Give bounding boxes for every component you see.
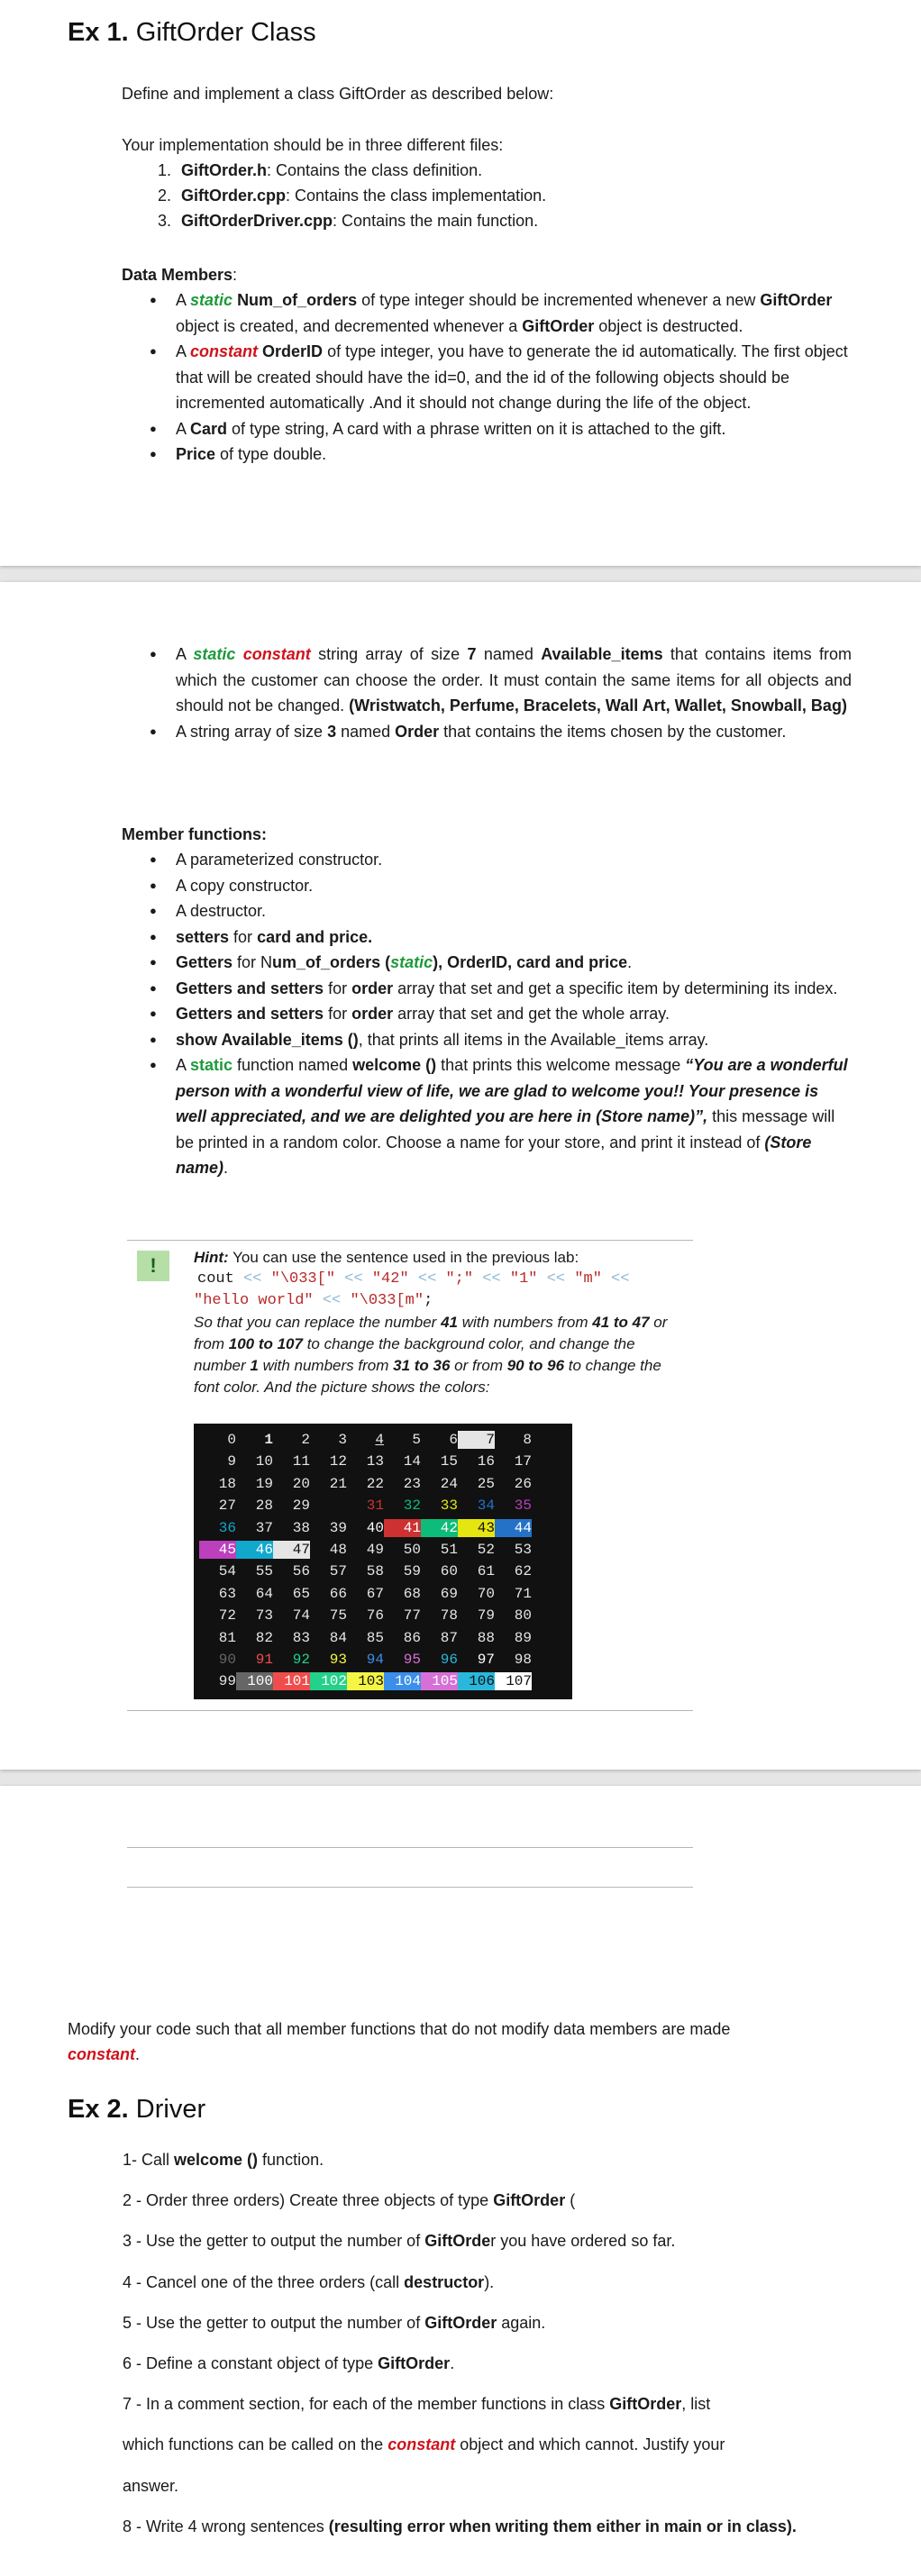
color-code-cell: 65 xyxy=(292,1585,310,1602)
files-list xyxy=(140,158,546,233)
color-code-cell: 99 xyxy=(218,1673,236,1690)
file-item: 1. GiftOrder.h: Contains the class definition. xyxy=(176,158,546,183)
ex1-heading: Ex 1. GiftOrder Class xyxy=(68,18,316,47)
color-code-cell: 16 xyxy=(477,1453,495,1470)
color-code-cell: 56 xyxy=(292,1563,310,1580)
color-table-row xyxy=(199,1519,532,1537)
ex1-intro: Define and implement a class GiftOrder as described below: xyxy=(122,85,554,103)
hint-explanation: So that you can replace the number 41 with numbers from 41 to 47 or from 100 to 107 to change the background color, and change the number 1 with numbers from 31 to 36 or from 90 to 96 to change the font color. And the picture shows the colors: xyxy=(194,1314,668,1396)
blank-rule-1 xyxy=(127,1847,693,1848)
color-code-cell: 102 xyxy=(310,1672,347,1690)
color-table-row xyxy=(199,1607,532,1625)
hint-box xyxy=(194,1247,698,1398)
color-code-cell: 77 xyxy=(403,1607,421,1625)
color-code-cell: 39 xyxy=(329,1519,347,1536)
color-code-cell: 103 xyxy=(347,1672,384,1690)
color-code-cell: 82 xyxy=(255,1629,273,1646)
color-code-cell: 93 xyxy=(329,1652,347,1668)
color-code-cell: 78 xyxy=(440,1607,458,1625)
color-code-cell: 64 xyxy=(255,1585,273,1602)
color-code-cell: 38 xyxy=(292,1519,310,1536)
color-code-cell: 87 xyxy=(440,1629,458,1646)
member-function-item: ● A parameterized constructor. xyxy=(176,847,852,873)
color-code-cell: 24 xyxy=(440,1475,458,1492)
color-code-cell: 8 xyxy=(523,1432,532,1448)
color-code-cell: 9 xyxy=(227,1453,236,1470)
color-code-cell: 46 xyxy=(236,1541,273,1559)
color-code-cell: 66 xyxy=(329,1585,347,1602)
color-code-cell: 25 xyxy=(477,1475,495,1492)
color-code-cell: 105 xyxy=(421,1672,458,1690)
color-code-cell: 89 xyxy=(514,1629,532,1646)
color-code-cell: 4 xyxy=(375,1432,384,1448)
color-code-cell: 23 xyxy=(403,1475,421,1492)
color-code-cell: 83 xyxy=(292,1629,310,1646)
color-code-cell: 81 xyxy=(218,1629,236,1646)
data-member-item: ● A static Num_of_orders of type integer should be incremented whenever a new GiftOrder object is created, and decremented whenever a GiftOrder object is destructed. xyxy=(176,287,852,339)
color-code-cell: 58 xyxy=(366,1563,384,1580)
step-7-continued: which functions can be called on the constant object and which cannot. Justify your xyxy=(123,2435,725,2453)
color-code-cell: 101 xyxy=(273,1672,310,1690)
color-code-cell: 76 xyxy=(366,1607,384,1625)
color-code-cell: 98 xyxy=(514,1652,532,1668)
color-code-table xyxy=(194,1424,572,1699)
ex2-heading: Ex 2. Driver xyxy=(68,2095,206,2124)
data-member-item: ● A static constant string array of size 7 named Available_items that contains items from which the customer can choose the order. It must contain the same items for all objects and should not be changed. (Wristwatch, Perfume, Bracelets, Wall Art, Wallet, Snowball, Bag) xyxy=(176,642,852,719)
color-code-cell: 3 xyxy=(338,1432,347,1448)
color-table-row xyxy=(199,1541,532,1559)
color-code-cell: 72 xyxy=(218,1607,236,1625)
member-function-item: ● A static function named welcome () that prints this welcome message “You are a wonderful person with a wonderful view of life, we are glad to welcome you!! Your presence is well appreciated, and we are delighted you are here in (Store name)”, this message will be printed in a random color. Choose a name for your store, and print it instead of (Store name). xyxy=(176,1052,852,1181)
member-function-item: ● setters for card and price. xyxy=(176,924,852,951)
color-code-cell: 84 xyxy=(329,1629,347,1646)
page-1 xyxy=(0,0,921,566)
color-code-cell: 22 xyxy=(366,1475,384,1492)
color-code-cell: 12 xyxy=(329,1453,347,1470)
color-code-cell: 91 xyxy=(255,1652,273,1668)
hint-top-rule xyxy=(127,1240,693,1241)
color-code-cell: 73 xyxy=(255,1607,273,1625)
color-code-cell: 63 xyxy=(218,1585,236,1602)
step-5: 5 - Use the getter to output the number of GiftOrder again. xyxy=(123,2314,546,2332)
color-code-cell: 32 xyxy=(403,1497,421,1515)
const-note: Modify your code such that all member functions that do not modify data members are made constant. xyxy=(68,2020,731,2063)
color-table-row xyxy=(199,1497,532,1515)
color-table-row xyxy=(199,1629,532,1647)
color-code-cell: 67 xyxy=(366,1585,384,1602)
color-code-cell: 20 xyxy=(292,1475,310,1492)
color-code-cell: 44 xyxy=(495,1519,532,1537)
color-code-cell: 68 xyxy=(403,1585,421,1602)
color-code-cell: 33 xyxy=(440,1497,458,1515)
color-code-cell: 80 xyxy=(514,1607,532,1625)
color-code-cell: 69 xyxy=(440,1585,458,1602)
files-intro: Your implementation should be in three different files: xyxy=(122,136,504,154)
step-7-answer: answer. xyxy=(123,2477,179,2495)
color-code-cell: 54 xyxy=(218,1563,236,1580)
color-table-row xyxy=(199,1651,532,1669)
color-table-row xyxy=(199,1672,532,1690)
color-code-cell: 95 xyxy=(403,1652,421,1668)
color-code-cell: 11 xyxy=(292,1453,310,1470)
data-members-list xyxy=(122,287,852,468)
color-code-cell: 31 xyxy=(366,1497,384,1515)
color-code-cell: 7 xyxy=(458,1431,495,1449)
step-3: 3 - Use the getter to output the number of GiftOrder you have ordered so far. xyxy=(123,2232,676,2250)
member-function-item: ● show Available_items (), that prints all items in the Available_items array. xyxy=(176,1027,852,1053)
color-code-cell: 92 xyxy=(292,1652,310,1668)
color-code-cell: 0 xyxy=(227,1432,236,1448)
color-code-cell: 97 xyxy=(477,1652,495,1668)
color-code-cell: 10 xyxy=(255,1453,273,1470)
color-code-cell: 40 xyxy=(347,1519,384,1537)
step-6: 6 - Define a constant object of type GiftOrder. xyxy=(123,2354,455,2372)
color-code-cell: 71 xyxy=(514,1585,532,1602)
color-code-cell: 57 xyxy=(329,1563,347,1580)
step-7: 7 - In a comment section, for each of the member functions in class GiftOrder, list xyxy=(123,2395,711,2413)
color-code-cell: 62 xyxy=(514,1563,532,1580)
color-code-cell: 79 xyxy=(477,1607,495,1625)
member-functions-list xyxy=(122,847,852,1181)
color-code-cell: 15 xyxy=(440,1453,458,1470)
color-code-cell: 88 xyxy=(477,1629,495,1646)
color-code-cell: 2 xyxy=(301,1432,310,1448)
color-code-cell: 52 xyxy=(477,1542,495,1558)
color-table-row xyxy=(199,1452,532,1470)
data-member-item: ● A constant OrderID of type integer, you have to generate the id automatically. The first object that will be created should have the id=0, and the id of the following objects should be incremented automatically .And it should not change during the life of the object. xyxy=(176,339,852,416)
color-code-cell: 43 xyxy=(458,1519,495,1537)
color-table-row xyxy=(199,1475,532,1493)
color-code-cell: 42 xyxy=(421,1519,458,1537)
color-code-cell: 49 xyxy=(366,1542,384,1558)
color-code-cell: 100 xyxy=(236,1672,273,1690)
color-code-cell: 61 xyxy=(477,1563,495,1580)
color-code-cell: 75 xyxy=(329,1607,347,1625)
color-code-cell: 1 xyxy=(264,1432,273,1448)
hint-code-line-1: cout << "\033[" << "42" << ";" << "1" << "m" << xyxy=(197,1270,630,1288)
file-item: 2. GiftOrder.cpp: Contains the class implementation. xyxy=(176,183,546,208)
color-code-cell: 104 xyxy=(384,1672,421,1690)
color-table-row xyxy=(199,1562,532,1580)
data-member-item: ● A string array of size 3 named Order that contains the items chosen by the customer. xyxy=(176,719,852,745)
color-code-cell: 13 xyxy=(366,1453,384,1470)
data-member-item: ● Price of type double. xyxy=(176,441,852,468)
step-4: 4 - Cancel one of the three orders (call destructor). xyxy=(123,2273,495,2291)
color-code-cell: 19 xyxy=(255,1475,273,1492)
data-members-list-continued xyxy=(122,642,852,744)
color-code-cell: 6 xyxy=(449,1432,458,1448)
data-member-item: ● A Card of type string, A card with a phrase written on it is attached to the gift. xyxy=(176,416,852,442)
color-code-cell: 18 xyxy=(218,1475,236,1492)
data-members-label: Data Members: xyxy=(122,266,238,284)
color-code-cell: 35 xyxy=(514,1497,532,1515)
file-item: 3. GiftOrderDriver.cpp: Contains the main function. xyxy=(176,208,546,233)
color-code-cell: 94 xyxy=(366,1652,384,1668)
member-functions-label: Member functions: xyxy=(122,825,268,843)
color-code-cell: 59 xyxy=(403,1563,421,1580)
color-code-cell: 90 xyxy=(218,1652,236,1668)
color-code-cell: 50 xyxy=(403,1542,421,1558)
member-function-item: ● Getters and setters for order array that set and get a specific item by determining its index. xyxy=(176,976,852,1002)
color-code-cell: 47 xyxy=(273,1541,310,1559)
color-code-cell: 17 xyxy=(514,1453,532,1470)
color-code-cell: 86 xyxy=(403,1629,421,1646)
member-function-item: ● A copy constructor. xyxy=(176,873,852,899)
color-code-cell: 34 xyxy=(477,1497,495,1515)
color-code-cell: 27 xyxy=(218,1497,236,1515)
color-code-cell: 74 xyxy=(292,1607,310,1625)
color-code-cell: 36 xyxy=(218,1519,236,1536)
color-code-cell: 53 xyxy=(514,1542,532,1558)
color-code-cell: 30 xyxy=(329,1497,347,1515)
step-8: 8 - Write 4 wrong sentences (resulting error when writing them either in main or in class). xyxy=(123,2517,797,2535)
hint-exclamation-icon: ! xyxy=(137,1251,169,1281)
color-table-row xyxy=(199,1431,532,1449)
color-code-cell: 41 xyxy=(384,1519,421,1537)
member-function-item: ● Getters for Num_of_orders (static), OrderID, card and price. xyxy=(176,950,852,976)
blank-rule-2 xyxy=(127,1887,693,1888)
color-code-cell: 14 xyxy=(403,1453,421,1470)
step-2: 2 - Order three orders) Create three objects of type GiftOrder ( xyxy=(123,2191,576,2209)
color-code-cell: 55 xyxy=(255,1563,273,1580)
color-code-cell: 37 xyxy=(255,1519,273,1536)
color-code-cell: 106 xyxy=(458,1672,495,1690)
color-code-cell: 45 xyxy=(199,1541,236,1559)
member-function-item: ● A destructor. xyxy=(176,898,852,924)
page-3 xyxy=(0,1786,921,2576)
color-code-cell: 60 xyxy=(440,1563,458,1580)
color-code-cell: 107 xyxy=(495,1672,532,1690)
step-1: 1- Call welcome () function. xyxy=(123,2151,324,2169)
color-code-cell: 5 xyxy=(412,1432,421,1448)
color-code-cell: 29 xyxy=(292,1497,310,1515)
member-function-item: ● Getters and setters for order array that set and get the whole array. xyxy=(176,1001,852,1027)
color-code-cell: 85 xyxy=(366,1629,384,1646)
color-table-row xyxy=(199,1585,532,1603)
color-code-cell: 28 xyxy=(255,1497,273,1515)
color-code-cell: 51 xyxy=(440,1542,458,1558)
color-code-cell: 70 xyxy=(477,1585,495,1602)
hint-code-line-2: "hello world" << "\033[m"; xyxy=(194,1292,433,1309)
color-code-cell: 48 xyxy=(329,1542,347,1558)
color-code-cell: 96 xyxy=(440,1652,458,1668)
hint-bottom-rule xyxy=(127,1710,693,1711)
color-code-cell: 26 xyxy=(514,1475,532,1492)
hint-intro: Hint: You can use the sentence used in the previous lab: xyxy=(194,1249,579,1266)
color-code-cell: 21 xyxy=(329,1475,347,1492)
